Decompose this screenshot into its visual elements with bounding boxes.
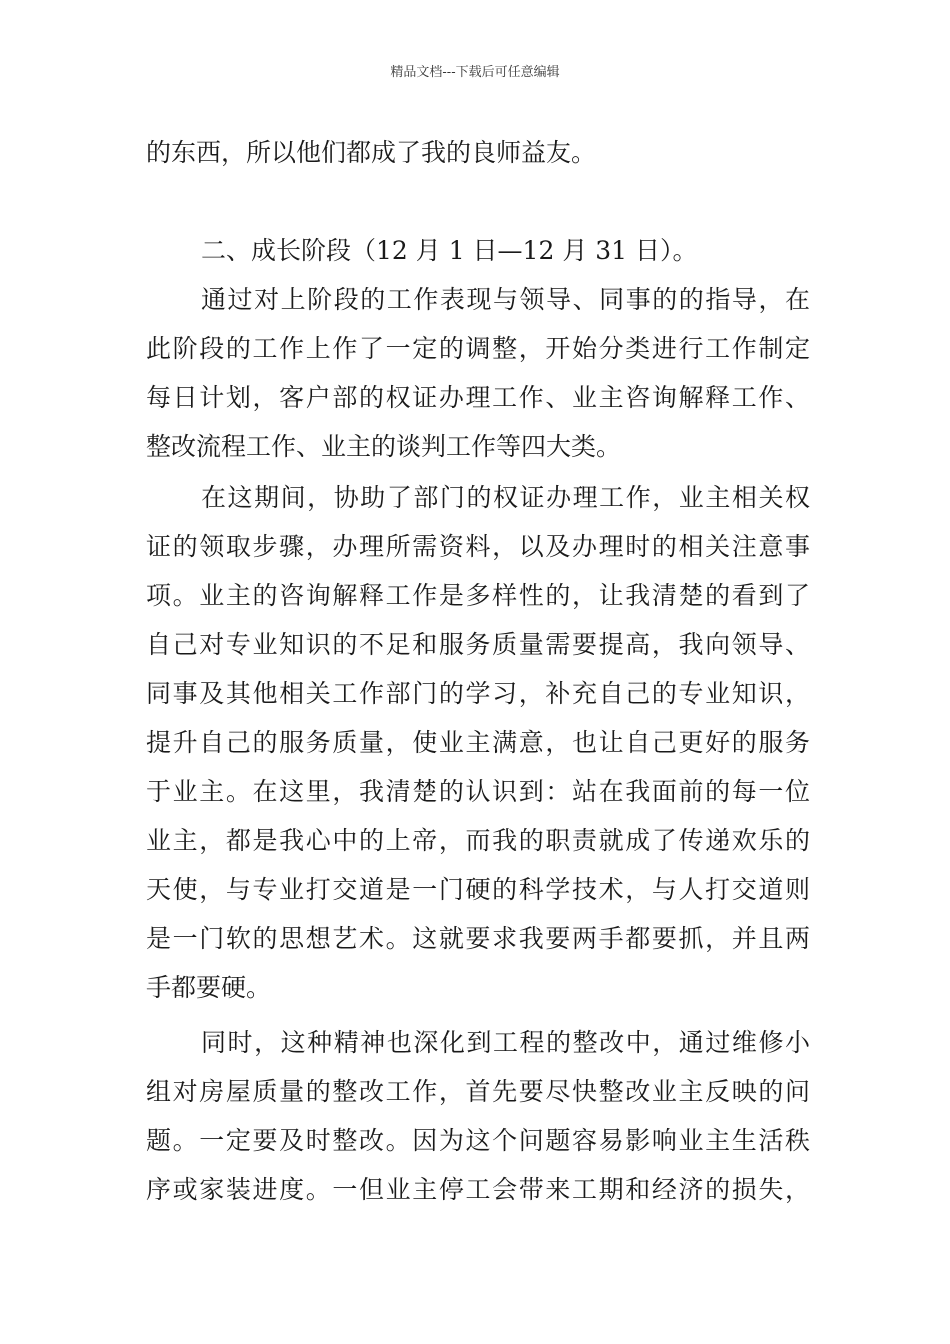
paragraph-1 xyxy=(146,275,810,471)
text-line: 项。业主的咨询解释工作是多样性的，让我清楚的看到了 xyxy=(146,581,810,610)
text-line: 组对房屋质量的整改工作，首先要尽快整改业主反映的问 xyxy=(146,1077,810,1106)
section-heading xyxy=(146,226,810,275)
text-line: 序或家装进度。一但业主停工会带来工期和经济的损失， xyxy=(146,1175,810,1204)
text-line: 自己对专业知识的不足和服务质量需要提高，我向领导、 xyxy=(146,630,810,659)
text-line: 通过对上阶段的工作表现与领导、同事的的指导，在 xyxy=(201,285,810,314)
text-line: 整改流程工作、业主的谈判工作等四大类。 xyxy=(146,432,622,461)
text-line: 天使，与专业打交道是一门硬的科学技术，与人打交道则 xyxy=(146,875,810,904)
paragraph-2 xyxy=(146,473,810,1012)
page-header: 精品文档---下载后可任意编辑 xyxy=(390,65,560,80)
text-line: 每日计划，客户部的权证办理工作、业主咨询解释工作、 xyxy=(146,383,810,412)
intro-text xyxy=(146,128,810,177)
text-line: 同时，这种精神也深化到工程的整改中，通过维修小 xyxy=(201,1028,810,1057)
text-line: 提升自己的服务质量，使业主满意，也让自己更好的服务 xyxy=(146,728,810,757)
text-line: 是一门软的思想艺术。这就要求我要两手都要抓，并且两 xyxy=(146,924,810,953)
text-line: 题。一定要及时整改。因为这个问题容易影响业主生活秩 xyxy=(146,1126,810,1155)
text-line: 业主，都是我心中的上帝，而我的职责就成了传递欢乐的 xyxy=(146,826,810,855)
text-line: 同事及其他相关工作部门的学习，补充自己的专业知识， xyxy=(146,679,810,708)
text-line: 证的领取步骤，办理所需资料，以及办理时的相关注意事 xyxy=(146,532,810,561)
section-heading-text: 二、成长阶段（12 月 1 日—12 月 31 日）。 xyxy=(201,236,698,265)
text-line: 的东西，所以他们都成了我的良师益友。 xyxy=(146,138,597,167)
text-line: 此阶段的工作上作了一定的调整，开始分类进行工作制定 xyxy=(146,334,810,363)
text-line: 在这期间，协助了部门的权证办理工作，业主相关权 xyxy=(201,483,810,512)
text-line: 于业主。在这里，我清楚的认识到：站在我面前的每一位 xyxy=(146,777,810,806)
paragraph-3 xyxy=(146,1018,810,1214)
text-line: 手都要硬。 xyxy=(146,973,272,1002)
